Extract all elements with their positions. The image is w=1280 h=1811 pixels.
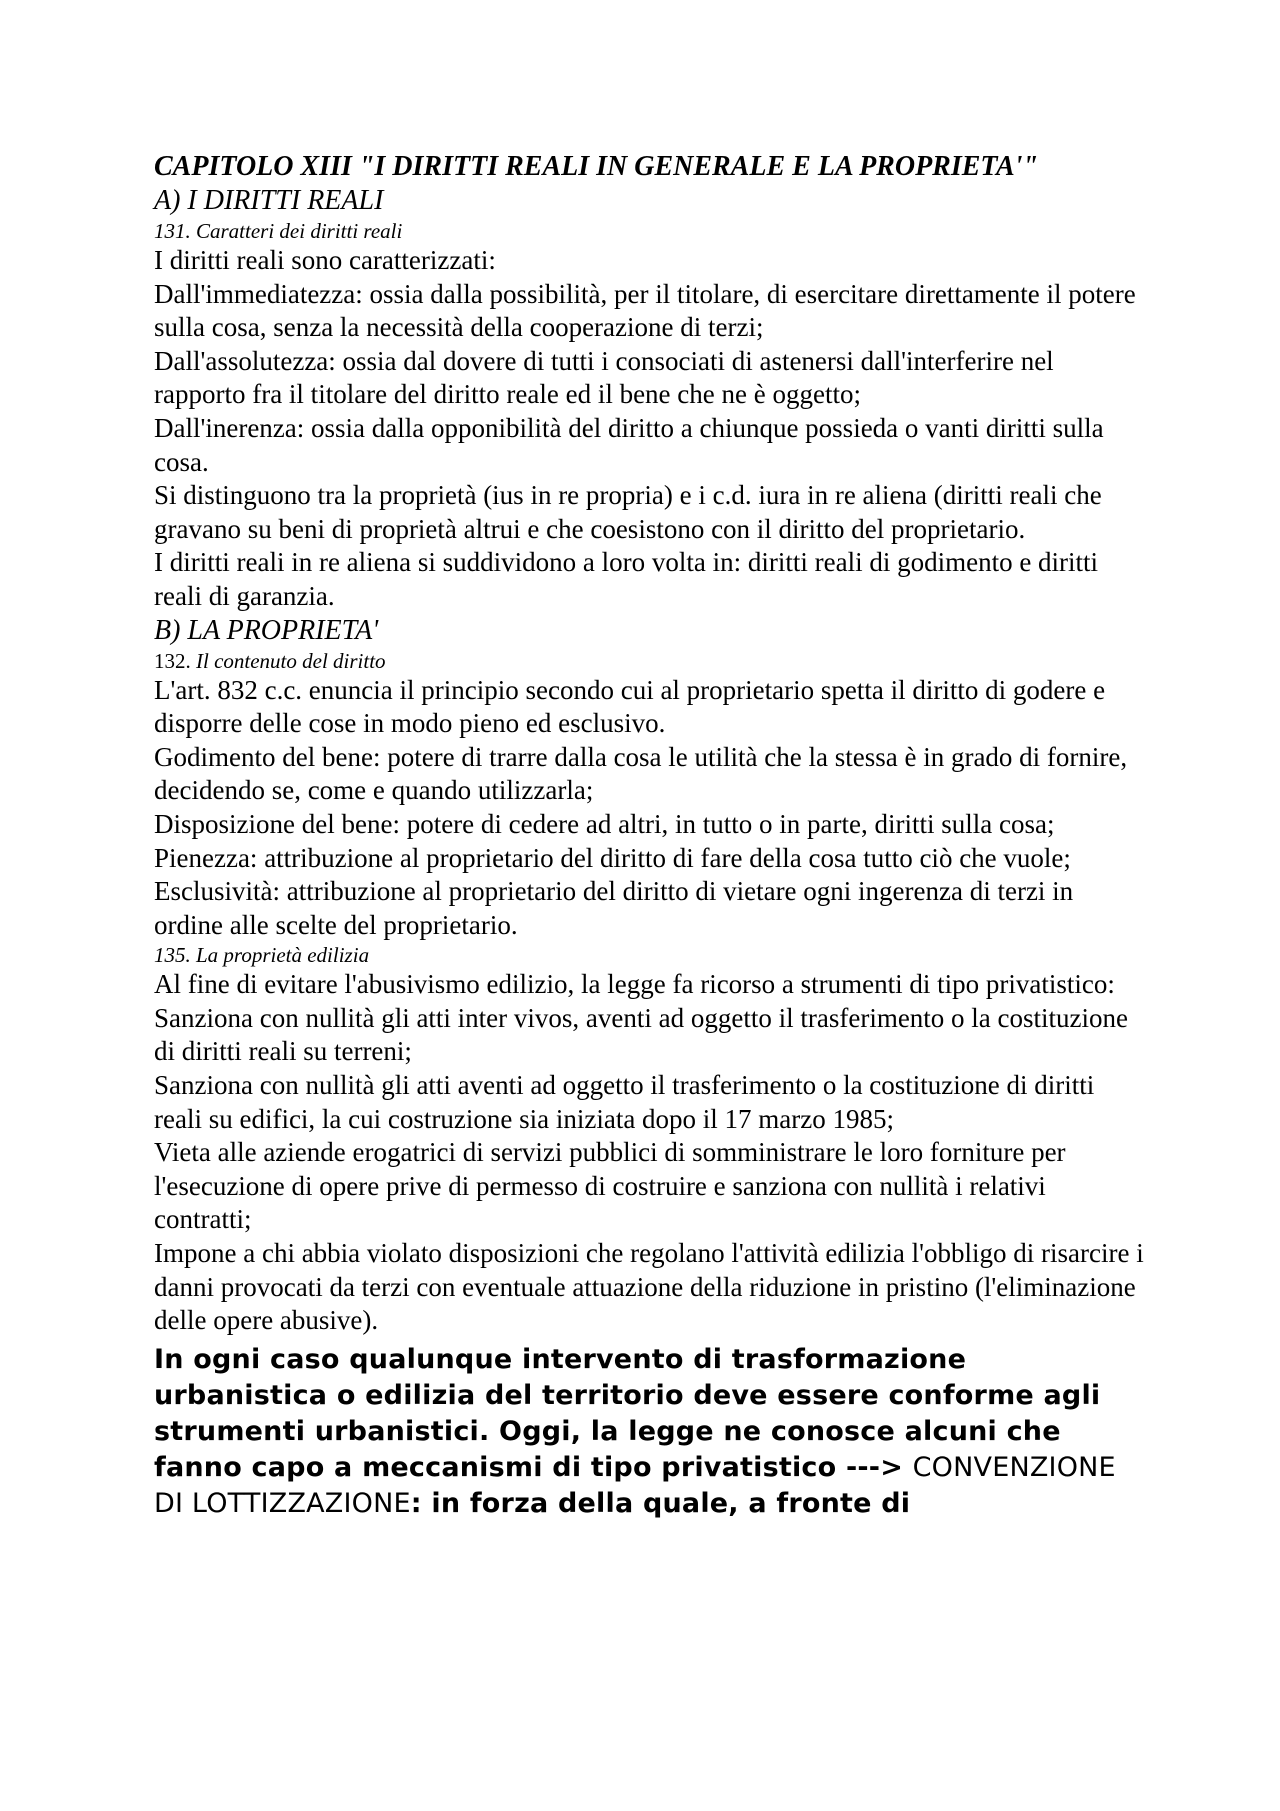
final-paragraph-tail: : in forza della quale, a fronte di <box>410 1487 911 1519</box>
paragraph: I diritti reali sono caratterizzati: <box>154 245 496 275</box>
paragraph: Al fine di evitare l'abusivismo edilizio, la legge fa ricorso a strumenti di tipo privatistico: <box>154 969 1115 1000</box>
section-b-title: B) LA PROPRIETA' <box>154 614 379 646</box>
paragraph: I diritti reali in re aliena si suddividono a loro volta in: diritti reali di godimento e diritti reali di garanzia. <box>154 547 1099 611</box>
paragraph: Dall'assolutezza: ossia dal dovere di tutti i consociati di astenersi dall'interferire nel rapporto fra il titolare del diritto reale ed il bene che ne è oggetto; <box>154 345 1054 410</box>
subsection-132-number: 132. <box>154 648 191 673</box>
paragraph: Dall'inerenza: ossia dalla opponibilità del diritto a chiunque possieda o vanti diritti sulla cosa. <box>154 412 1104 477</box>
subsection-131-title: Caratteri dei diritti reali <box>196 219 403 243</box>
final-paragraph-bold: In ogni caso qualunque intervento di trasformazione urbanistica o edilizia del territorio deve essere conforme agli strumenti urbanistici. Oggi, la legge ne conosce alcuni che fanno capo a meccanismi di tipo privatistico ---> <box>154 1343 1101 1483</box>
paragraph: Pienezza: attribuzione al proprietario del diritto di fare della cosa tutto ciò che vuole; <box>154 842 1071 873</box>
final-paragraph <box>154 1342 1144 1522</box>
paragraph: Impone a chi abbia violato disposizioni che regolano l'attività edilizia l'obbligo di risarcire i danni provocati da terzi con eventuale attuazione della riduzione in pristino (l'eliminazione delle opere abusive). <box>154 1238 1144 1336</box>
paragraph: Vieta alle aziende erogatrici di servizi pubblici di somministrare le loro forniture per l'esecuzione di opere prive di permesso di costruire e sanziona con nullità i relativi contratti; <box>154 1137 1066 1235</box>
subsection-131-heading <box>154 218 1144 244</box>
paragraph: Sanziona con nullità gli atti aventi ad oggetto il trasferimento o la costituzione di diritti reali su edifici, la cui costruzione sia iniziata dopo il 17 marzo 1985; <box>154 1070 1095 1134</box>
chapter-title: CAPITOLO XIII "I DIRITTI REALI IN GENERALE E LA PROPRIETA'" <box>154 151 1038 182</box>
subsection-132-title: Il contenuto del diritto <box>196 648 386 673</box>
final-paragraph-keyword: CONVENZIONE DI LOTTIZZAZIONE <box>154 1451 1116 1519</box>
paragraph: Sanziona con nullità gli atti inter vivos, aventi ad oggetto il trasferimento o la costituzione di diritti reali su terreni; <box>154 1002 1129 1067</box>
subsection-135-number: 135. <box>154 943 191 968</box>
subsection-135-heading <box>154 942 1144 968</box>
subsection-135-title: La proprietà edilizia <box>196 943 370 968</box>
document-page <box>154 150 1144 1522</box>
paragraph: Godimento del bene: potere di trarre dalla cosa le utilità che la stessa è in grado di fornire, decidendo se, come e quando utilizzarla; <box>154 741 1128 806</box>
paragraph: Dall'immediatezza: ossia dalla possibilità, per il titolare, di esercitare direttamente il potere sulla cosa, senza la necessità della cooperazione di terzi; <box>154 278 1136 343</box>
paragraph: Esclusività: attribuzione al proprietario del diritto di vietare ogni ingerenza di terzi in ordine alle scelte del proprietario. <box>154 876 1074 940</box>
paragraph: Si distinguono tra la proprietà (ius in re propria) e i c.d. iura in re aliena (diritti reali che gravano su beni di proprietà altrui e che coesistono con il diritto del proprietario. <box>154 480 1102 544</box>
section-a-title: A) I DIRITTI REALI <box>154 185 384 216</box>
subsection-131-number: 131. <box>154 219 191 243</box>
subsection-132-heading <box>154 648 1144 674</box>
paragraph: Disposizione del bene: potere di cedere ad altri, in tutto o in parte, diritti sulla cosa; <box>154 808 1055 839</box>
paragraph: L'art. 832 c.c. enuncia il principio secondo cui al proprietario spetta il diritto di godere e disporre delle cose in modo pieno ed esclusivo. <box>154 674 1106 739</box>
